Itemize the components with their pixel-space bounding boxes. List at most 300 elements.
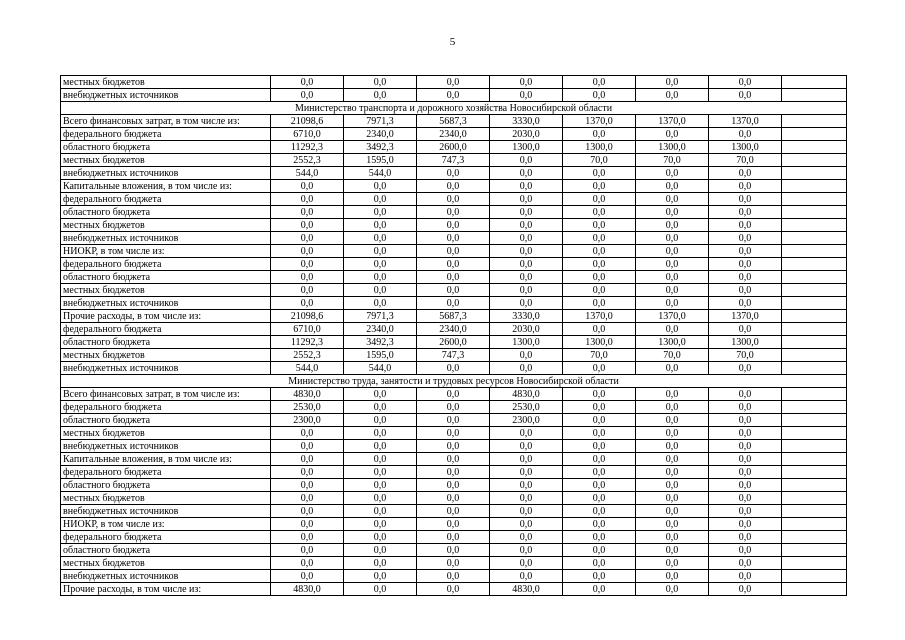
value-cell: 0,0 xyxy=(709,89,782,102)
table-row xyxy=(61,232,847,245)
value-cell: 0,0 xyxy=(709,284,782,297)
value-cell: 0,0 xyxy=(709,518,782,531)
table-row xyxy=(61,258,847,271)
table-row xyxy=(61,128,847,141)
row-label-cell: федерального бюджета xyxy=(61,466,271,479)
value-cell: 1595,0 xyxy=(344,349,417,362)
value-cell: 0,0 xyxy=(417,388,490,401)
empty-cell xyxy=(782,557,847,570)
value-cell: 0,0 xyxy=(563,466,636,479)
value-cell: 0,0 xyxy=(344,401,417,414)
value-cell: 0,0 xyxy=(563,206,636,219)
table-row xyxy=(61,180,847,193)
row-label-cell: местных бюджетов xyxy=(61,76,271,89)
value-cell: 0,0 xyxy=(417,219,490,232)
empty-cell xyxy=(782,479,847,492)
value-cell: 0,0 xyxy=(636,570,709,583)
value-cell: 0,0 xyxy=(417,258,490,271)
value-cell: 0,0 xyxy=(490,232,563,245)
value-cell: 1370,0 xyxy=(709,310,782,323)
row-label-cell: Всего финансовых затрат, в том числе из: xyxy=(61,388,271,401)
value-cell: 0,0 xyxy=(490,193,563,206)
value-cell: 2552,3 xyxy=(271,154,344,167)
value-cell: 1370,0 xyxy=(563,310,636,323)
value-cell: 0,0 xyxy=(636,557,709,570)
value-cell: 0,0 xyxy=(417,76,490,89)
value-cell: 2300,0 xyxy=(271,414,344,427)
value-cell: 0,0 xyxy=(636,505,709,518)
row-label-cell: внебюджетных источников xyxy=(61,570,271,583)
value-cell: 0,0 xyxy=(417,427,490,440)
budget-table xyxy=(60,75,847,596)
value-cell: 1595,0 xyxy=(344,154,417,167)
value-cell: 0,0 xyxy=(271,297,344,310)
row-label-cell: федерального бюджета xyxy=(61,401,271,414)
table-row xyxy=(61,297,847,310)
value-cell: 0,0 xyxy=(563,167,636,180)
empty-cell xyxy=(782,89,847,102)
value-cell: 0,0 xyxy=(417,466,490,479)
value-cell: 0,0 xyxy=(271,492,344,505)
value-cell: 0,0 xyxy=(344,89,417,102)
value-cell: 0,0 xyxy=(344,557,417,570)
value-cell: 2340,0 xyxy=(344,323,417,336)
empty-cell xyxy=(782,544,847,557)
value-cell: 0,0 xyxy=(563,323,636,336)
value-cell: 1300,0 xyxy=(636,336,709,349)
table-row xyxy=(61,570,847,583)
value-cell: 0,0 xyxy=(709,180,782,193)
section-header-row xyxy=(61,102,847,115)
value-cell: 0,0 xyxy=(344,232,417,245)
value-cell: 0,0 xyxy=(636,362,709,375)
empty-cell xyxy=(782,206,847,219)
value-cell: 0,0 xyxy=(344,193,417,206)
value-cell: 0,0 xyxy=(271,245,344,258)
value-cell: 0,0 xyxy=(709,570,782,583)
value-cell: 0,0 xyxy=(344,219,417,232)
value-cell: 2030,0 xyxy=(490,128,563,141)
row-label-cell: областного бюджета xyxy=(61,206,271,219)
empty-cell xyxy=(782,128,847,141)
value-cell: 0,0 xyxy=(563,76,636,89)
value-cell: 0,0 xyxy=(636,479,709,492)
value-cell: 0,0 xyxy=(490,505,563,518)
table-row xyxy=(61,362,847,375)
value-cell: 0,0 xyxy=(271,440,344,453)
row-label-cell: внебюджетных источников xyxy=(61,362,271,375)
value-cell: 0,0 xyxy=(344,479,417,492)
value-cell: 0,0 xyxy=(563,531,636,544)
value-cell: 1300,0 xyxy=(490,336,563,349)
empty-cell xyxy=(782,310,847,323)
value-cell: 0,0 xyxy=(709,206,782,219)
table-row xyxy=(61,518,847,531)
value-cell: 70,0 xyxy=(709,349,782,362)
value-cell: 1370,0 xyxy=(563,115,636,128)
value-cell: 0,0 xyxy=(709,258,782,271)
value-cell: 0,0 xyxy=(490,89,563,102)
empty-cell xyxy=(782,76,847,89)
value-cell: 70,0 xyxy=(636,349,709,362)
value-cell: 0,0 xyxy=(709,466,782,479)
value-cell: 6710,0 xyxy=(271,323,344,336)
value-cell: 544,0 xyxy=(344,167,417,180)
value-cell: 3330,0 xyxy=(490,115,563,128)
value-cell: 544,0 xyxy=(344,362,417,375)
value-cell: 0,0 xyxy=(709,362,782,375)
value-cell: 3492,3 xyxy=(344,141,417,154)
value-cell: 0,0 xyxy=(271,531,344,544)
value-cell: 0,0 xyxy=(709,531,782,544)
value-cell: 0,0 xyxy=(417,193,490,206)
row-label-cell: местных бюджетов xyxy=(61,349,271,362)
table-row xyxy=(61,492,847,505)
row-label-cell: внебюджетных источников xyxy=(61,297,271,310)
value-cell: 0,0 xyxy=(490,245,563,258)
row-label-cell: федерального бюджета xyxy=(61,193,271,206)
value-cell: 0,0 xyxy=(417,271,490,284)
value-cell: 7971,3 xyxy=(344,115,417,128)
table-row xyxy=(61,544,847,557)
value-cell: 0,0 xyxy=(636,531,709,544)
value-cell: 0,0 xyxy=(563,570,636,583)
value-cell: 0,0 xyxy=(636,492,709,505)
value-cell: 2340,0 xyxy=(417,128,490,141)
value-cell: 0,0 xyxy=(344,414,417,427)
value-cell: 11292,3 xyxy=(271,141,344,154)
value-cell: 0,0 xyxy=(344,453,417,466)
row-label-cell: внебюджетных источников xyxy=(61,505,271,518)
value-cell: 1300,0 xyxy=(709,336,782,349)
value-cell: 0,0 xyxy=(271,76,344,89)
value-cell: 0,0 xyxy=(271,479,344,492)
value-cell: 4830,0 xyxy=(271,583,344,596)
table-row xyxy=(61,219,847,232)
value-cell: 0,0 xyxy=(271,557,344,570)
value-cell: 0,0 xyxy=(417,583,490,596)
value-cell: 0,0 xyxy=(490,518,563,531)
value-cell: 0,0 xyxy=(344,284,417,297)
value-cell: 0,0 xyxy=(636,219,709,232)
value-cell: 0,0 xyxy=(563,427,636,440)
value-cell: 0,0 xyxy=(490,297,563,310)
table-row xyxy=(61,115,847,128)
value-cell: 0,0 xyxy=(636,89,709,102)
value-cell: 0,0 xyxy=(636,206,709,219)
row-label-cell: областного бюджета xyxy=(61,141,271,154)
value-cell: 2300,0 xyxy=(490,414,563,427)
value-cell: 0,0 xyxy=(344,271,417,284)
table-row xyxy=(61,284,847,297)
value-cell: 70,0 xyxy=(563,349,636,362)
table-row xyxy=(61,154,847,167)
value-cell: 0,0 xyxy=(271,544,344,557)
value-cell: 0,0 xyxy=(709,427,782,440)
value-cell: 0,0 xyxy=(563,284,636,297)
empty-cell xyxy=(782,258,847,271)
value-cell: 0,0 xyxy=(417,245,490,258)
value-cell: 7971,3 xyxy=(344,310,417,323)
value-cell: 0,0 xyxy=(709,193,782,206)
table-row xyxy=(61,245,847,258)
row-label-cell: областного бюджета xyxy=(61,479,271,492)
value-cell: 0,0 xyxy=(636,518,709,531)
value-cell: 0,0 xyxy=(636,427,709,440)
value-cell: 0,0 xyxy=(563,401,636,414)
empty-cell xyxy=(782,219,847,232)
value-cell: 0,0 xyxy=(417,557,490,570)
value-cell: 0,0 xyxy=(563,128,636,141)
value-cell: 0,0 xyxy=(417,518,490,531)
value-cell: 0,0 xyxy=(636,258,709,271)
value-cell: 0,0 xyxy=(709,128,782,141)
value-cell: 0,0 xyxy=(636,167,709,180)
table-row xyxy=(61,583,847,596)
value-cell: 1370,0 xyxy=(709,115,782,128)
value-cell: 0,0 xyxy=(563,583,636,596)
value-cell: 0,0 xyxy=(417,570,490,583)
row-label-cell: областного бюджета xyxy=(61,336,271,349)
value-cell: 0,0 xyxy=(490,492,563,505)
value-cell: 0,0 xyxy=(563,258,636,271)
value-cell: 0,0 xyxy=(636,440,709,453)
value-cell: 0,0 xyxy=(563,453,636,466)
empty-cell xyxy=(782,336,847,349)
value-cell: 0,0 xyxy=(709,557,782,570)
value-cell: 0,0 xyxy=(709,453,782,466)
value-cell: 0,0 xyxy=(636,583,709,596)
value-cell: 2552,3 xyxy=(271,349,344,362)
value-cell: 0,0 xyxy=(344,570,417,583)
value-cell: 0,0 xyxy=(417,401,490,414)
row-label-cell: федерального бюджета xyxy=(61,128,271,141)
row-label-cell: областного бюджета xyxy=(61,414,271,427)
value-cell: 0,0 xyxy=(709,479,782,492)
value-cell: 0,0 xyxy=(563,440,636,453)
value-cell: 0,0 xyxy=(709,583,782,596)
value-cell: 0,0 xyxy=(709,245,782,258)
value-cell: 0,0 xyxy=(490,219,563,232)
value-cell: 1300,0 xyxy=(636,141,709,154)
value-cell: 0,0 xyxy=(490,427,563,440)
table-row xyxy=(61,557,847,570)
empty-cell xyxy=(782,531,847,544)
value-cell: 1300,0 xyxy=(709,141,782,154)
empty-cell xyxy=(782,388,847,401)
value-cell: 2530,0 xyxy=(271,401,344,414)
value-cell: 0,0 xyxy=(636,193,709,206)
value-cell: 0,0 xyxy=(563,232,636,245)
value-cell: 4830,0 xyxy=(490,388,563,401)
value-cell: 0,0 xyxy=(490,258,563,271)
value-cell: 0,0 xyxy=(563,388,636,401)
empty-cell xyxy=(782,323,847,336)
empty-cell xyxy=(782,349,847,362)
section-title: Министерство транспорта и дорожного хозяйства Новосибирской области xyxy=(61,102,847,115)
value-cell: 0,0 xyxy=(636,284,709,297)
value-cell: 2530,0 xyxy=(490,401,563,414)
value-cell: 0,0 xyxy=(417,414,490,427)
value-cell: 0,0 xyxy=(344,492,417,505)
value-cell: 0,0 xyxy=(490,440,563,453)
value-cell: 0,0 xyxy=(490,206,563,219)
value-cell: 0,0 xyxy=(636,232,709,245)
value-cell: 0,0 xyxy=(563,180,636,193)
table-row xyxy=(61,479,847,492)
table-row xyxy=(61,531,847,544)
table-row xyxy=(61,427,847,440)
empty-cell xyxy=(782,115,847,128)
value-cell: 0,0 xyxy=(636,414,709,427)
empty-cell xyxy=(782,453,847,466)
value-cell: 0,0 xyxy=(490,453,563,466)
value-cell: 0,0 xyxy=(271,453,344,466)
row-label-cell: федерального бюджета xyxy=(61,323,271,336)
row-label-cell: внебюджетных источников xyxy=(61,89,271,102)
value-cell: 2600,0 xyxy=(417,141,490,154)
value-cell: 747,3 xyxy=(417,154,490,167)
value-cell: 0,0 xyxy=(271,258,344,271)
value-cell: 5687,3 xyxy=(417,115,490,128)
value-cell: 70,0 xyxy=(563,154,636,167)
value-cell: 2030,0 xyxy=(490,323,563,336)
value-cell: 0,0 xyxy=(490,531,563,544)
table-row xyxy=(61,206,847,219)
value-cell: 0,0 xyxy=(344,466,417,479)
value-cell: 0,0 xyxy=(709,440,782,453)
value-cell: 0,0 xyxy=(636,180,709,193)
value-cell: 0,0 xyxy=(417,440,490,453)
value-cell: 0,0 xyxy=(271,271,344,284)
value-cell: 0,0 xyxy=(417,362,490,375)
row-label-cell: федерального бюджета xyxy=(61,531,271,544)
value-cell: 0,0 xyxy=(271,219,344,232)
value-cell: 0,0 xyxy=(344,505,417,518)
value-cell: 0,0 xyxy=(271,505,344,518)
value-cell: 0,0 xyxy=(709,401,782,414)
value-cell: 0,0 xyxy=(636,128,709,141)
value-cell: 70,0 xyxy=(636,154,709,167)
empty-cell xyxy=(782,440,847,453)
value-cell: 1300,0 xyxy=(563,141,636,154)
value-cell: 544,0 xyxy=(271,167,344,180)
value-cell: 0,0 xyxy=(490,362,563,375)
value-cell: 0,0 xyxy=(417,544,490,557)
row-label-cell: Капитальные вложения, в том числе из: xyxy=(61,453,271,466)
value-cell: 0,0 xyxy=(490,180,563,193)
empty-cell xyxy=(782,141,847,154)
empty-cell xyxy=(782,180,847,193)
empty-cell xyxy=(782,505,847,518)
value-cell: 0,0 xyxy=(563,479,636,492)
value-cell: 0,0 xyxy=(417,492,490,505)
empty-cell xyxy=(782,284,847,297)
empty-cell xyxy=(782,518,847,531)
value-cell: 0,0 xyxy=(344,583,417,596)
value-cell: 0,0 xyxy=(344,258,417,271)
value-cell: 0,0 xyxy=(709,505,782,518)
value-cell: 4830,0 xyxy=(490,583,563,596)
empty-cell xyxy=(782,401,847,414)
value-cell: 0,0 xyxy=(344,544,417,557)
value-cell: 3330,0 xyxy=(490,310,563,323)
table-row xyxy=(61,193,847,206)
value-cell: 0,0 xyxy=(417,453,490,466)
table-row xyxy=(61,349,847,362)
table-body xyxy=(61,76,847,596)
empty-cell xyxy=(782,232,847,245)
row-label-cell: областного бюджета xyxy=(61,544,271,557)
section-title: Министерство труда, занятости и трудовых ресурсов Новосибирской области xyxy=(61,375,847,388)
value-cell: 2340,0 xyxy=(417,323,490,336)
value-cell: 0,0 xyxy=(271,180,344,193)
row-label-cell: Прочие расходы, в том числе из: xyxy=(61,310,271,323)
value-cell: 0,0 xyxy=(271,518,344,531)
value-cell: 2340,0 xyxy=(344,128,417,141)
row-label-cell: местных бюджетов xyxy=(61,427,271,440)
value-cell: 0,0 xyxy=(344,531,417,544)
empty-cell xyxy=(782,271,847,284)
table-row xyxy=(61,440,847,453)
value-cell: 0,0 xyxy=(563,414,636,427)
value-cell: 0,0 xyxy=(709,414,782,427)
row-label-cell: Капитальные вложения, в том числе из: xyxy=(61,180,271,193)
row-label-cell: федерального бюджета xyxy=(61,258,271,271)
value-cell: 0,0 xyxy=(271,232,344,245)
value-cell: 0,0 xyxy=(563,297,636,310)
value-cell: 0,0 xyxy=(563,219,636,232)
table-row xyxy=(61,466,847,479)
value-cell: 0,0 xyxy=(344,440,417,453)
value-cell: 0,0 xyxy=(563,518,636,531)
empty-cell xyxy=(782,154,847,167)
value-cell: 0,0 xyxy=(709,544,782,557)
value-cell: 0,0 xyxy=(490,271,563,284)
row-label-cell: внебюджетных источников xyxy=(61,440,271,453)
value-cell: 0,0 xyxy=(490,284,563,297)
empty-cell xyxy=(782,492,847,505)
value-cell: 0,0 xyxy=(636,544,709,557)
row-label-cell: НИОКР, в том числе из: xyxy=(61,518,271,531)
value-cell: 6710,0 xyxy=(271,128,344,141)
value-cell: 0,0 xyxy=(417,232,490,245)
section-header-row xyxy=(61,375,847,388)
value-cell: 0,0 xyxy=(563,89,636,102)
value-cell: 0,0 xyxy=(490,167,563,180)
empty-cell xyxy=(782,245,847,258)
value-cell: 0,0 xyxy=(271,570,344,583)
value-cell: 0,0 xyxy=(344,427,417,440)
table-row xyxy=(61,141,847,154)
table-row xyxy=(61,310,847,323)
value-cell: 0,0 xyxy=(563,557,636,570)
row-label-cell: Прочие расходы, в том числе из: xyxy=(61,583,271,596)
empty-cell xyxy=(782,583,847,596)
value-cell: 0,0 xyxy=(417,297,490,310)
value-cell: 0,0 xyxy=(709,219,782,232)
value-cell: 0,0 xyxy=(636,401,709,414)
table-row xyxy=(61,89,847,102)
value-cell: 21098,6 xyxy=(271,115,344,128)
row-label-cell: областного бюджета xyxy=(61,271,271,284)
value-cell: 2600,0 xyxy=(417,336,490,349)
value-cell: 0,0 xyxy=(271,284,344,297)
row-label-cell: НИОКР, в том числе из: xyxy=(61,245,271,258)
value-cell: 0,0 xyxy=(709,76,782,89)
row-label-cell: местных бюджетов xyxy=(61,154,271,167)
table-row xyxy=(61,76,847,89)
